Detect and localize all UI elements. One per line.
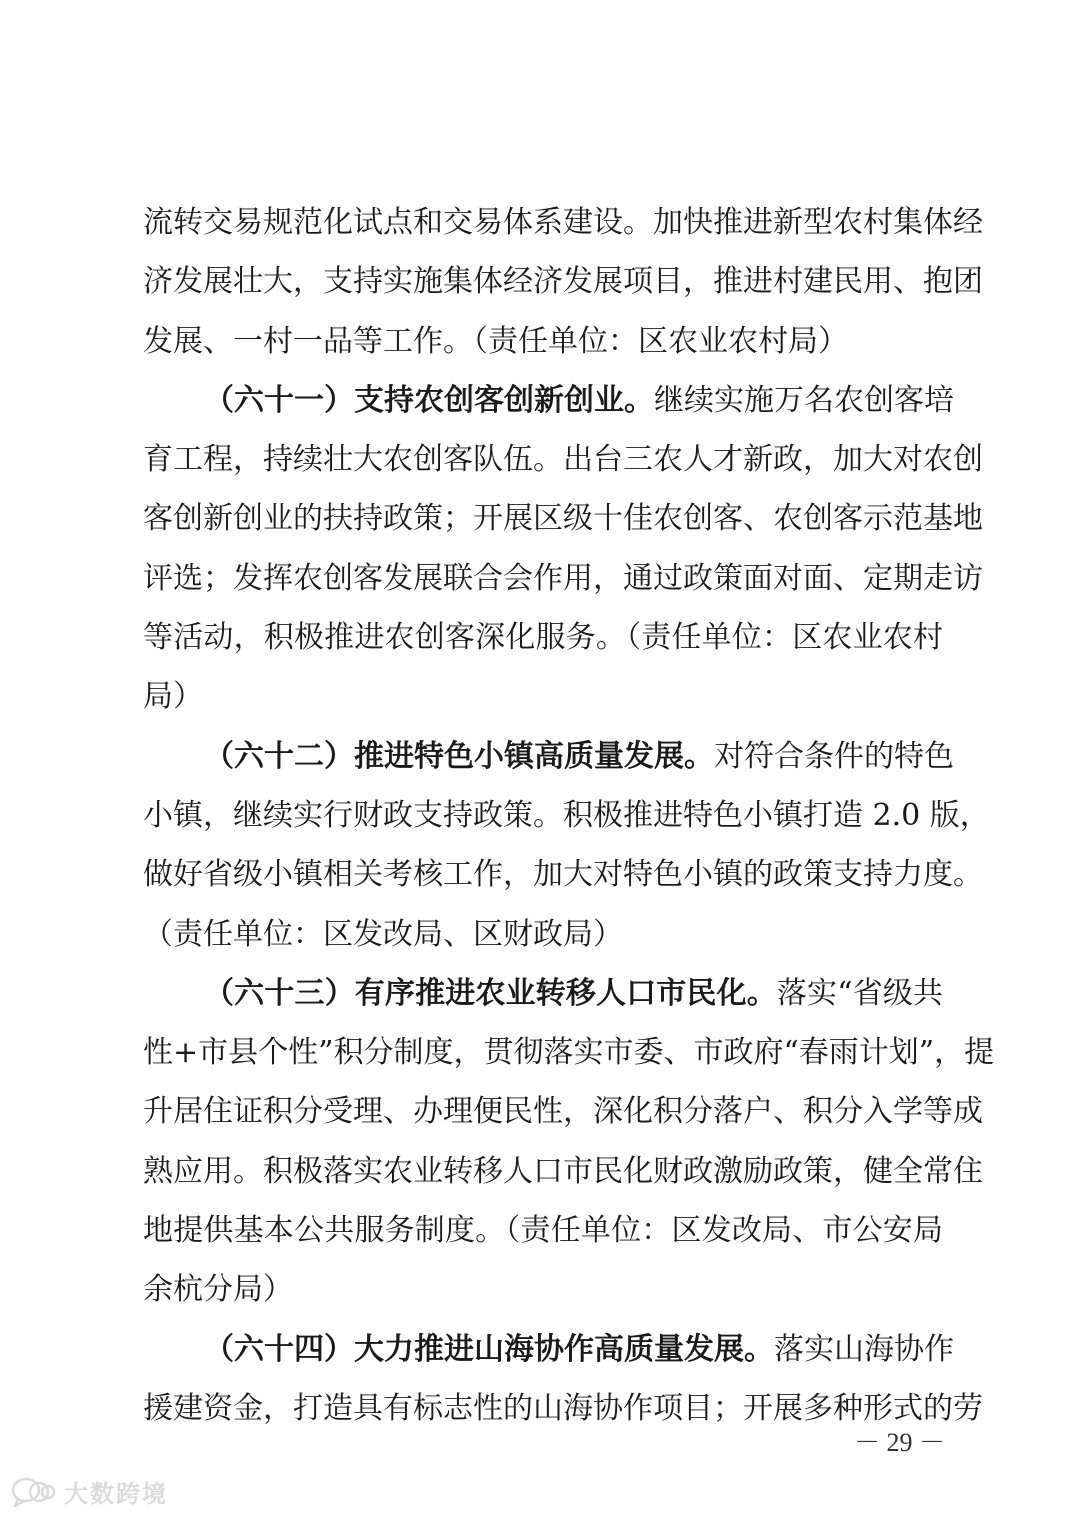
text-line: 小镇，继续实行财政支持政策。积极推进特色小镇打造 2.0 版， xyxy=(143,797,990,833)
text-run: 落实“省级共 xyxy=(776,975,944,1011)
section-heading: （六十四）大力推进山海协作高质量发展。 xyxy=(204,1331,774,1367)
watermark xyxy=(10,1474,168,1509)
section-heading: （六十一）支持农创客创新创业。 xyxy=(204,382,654,418)
text-line: 育工程，持续壮大农创客队伍。出台三农人才新政，加大对农创 xyxy=(143,442,983,478)
text-run: 落实山海协作 xyxy=(774,1331,954,1367)
paragraph-first-line xyxy=(143,1320,954,1379)
text-line: 局） xyxy=(143,679,203,715)
text-line: 流转交易规范化试点和交易体系建设。加快推进新型农村集体经 xyxy=(143,205,983,240)
chat-bubble-logo-icon xyxy=(10,1475,56,1509)
text-line: 地提供基本公共服务制度。（责任单位：区发改局、市公安局 xyxy=(143,1213,943,1249)
paragraph-first-line xyxy=(143,964,943,1023)
paragraph-first-line xyxy=(143,727,954,786)
text-line: 余杭分局） xyxy=(143,1272,293,1308)
text-line: 评选；发挥农创客发展联合会作用，通过政策面对面、定期走访 xyxy=(143,560,983,596)
paragraph-first-line xyxy=(143,371,954,430)
text-line: 援建资金，打造具有标志性的山海协作项目；开展多种形式的劳 xyxy=(143,1390,983,1426)
watermark-text: 大数跨境 xyxy=(64,1480,168,1508)
text-line: 熟应用。积极落实农业转移人口市民化财政激励政策，健全常住 xyxy=(143,1153,983,1189)
text-line: （责任单位：区发改局、区财政局） xyxy=(143,916,623,952)
page-number: － 29 － xyxy=(853,1428,945,1457)
document-body xyxy=(143,193,995,1438)
section-heading: （六十三）有序推进农业转移人口市民化。 xyxy=(204,975,777,1011)
text-line: 客创新创业的扶持政策；开展区级十佳农创客、农创客示范基地 xyxy=(143,501,983,537)
text-line: 性+市县个性”积分制度，贯彻落实市委、市政府“春雨计划”，提 xyxy=(143,1035,995,1071)
text-line: 等活动，积极推进农创客深化服务。（责任单位：区农业农村 xyxy=(143,620,943,656)
text-line: 升居住证积分受理、办理便民性，深化积分落户、积分入学等成 xyxy=(143,1094,983,1130)
text-line: 济发展壮大，支持实施集体经济发展项目，推进村建民用、抱团 xyxy=(143,264,983,300)
text-line: 发展、一村一品等工作。（责任单位：区农业农村局） xyxy=(143,323,848,359)
text-run: 继续实施万名农创客培 xyxy=(654,382,954,418)
text-line: 做好省级小镇相关考核工作，加大对特色小镇的政策支持力度。 xyxy=(143,857,983,893)
section-heading: （六十二）推进特色小镇高质量发展。 xyxy=(204,738,714,774)
text-run: 对符合条件的特色 xyxy=(714,738,954,774)
